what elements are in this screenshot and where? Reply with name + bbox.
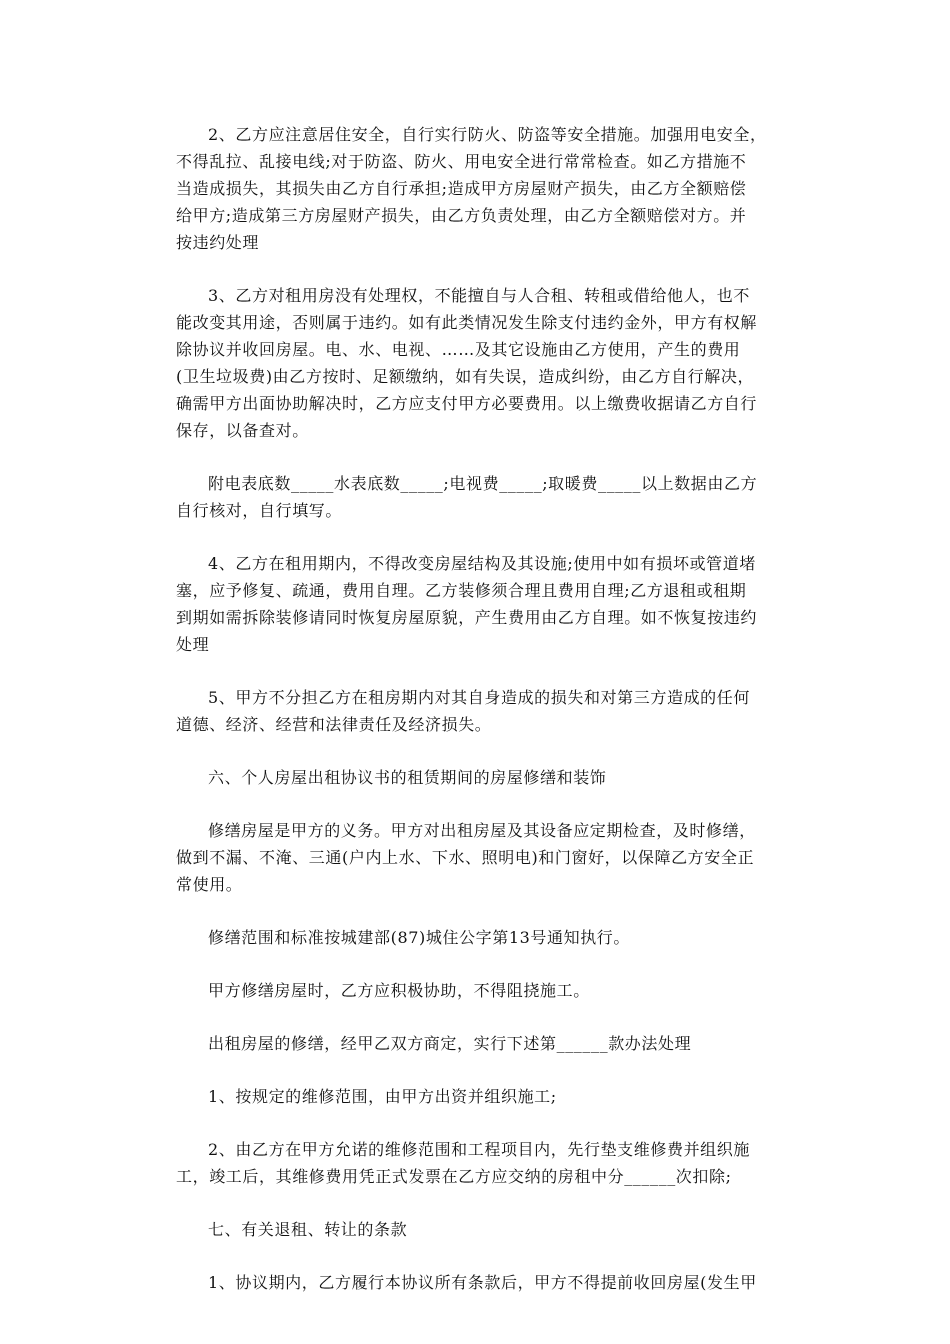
text-line: 自行核对，自行填写。 [176, 501, 343, 520]
text-line: 甲方修缮房屋时，乙方应积极协助，不得阻挠施工。 [208, 981, 590, 1000]
clause-2-safety [176, 121, 780, 256]
text-line: 处理 [176, 635, 210, 654]
section-heading: 六、个人房屋出租协议书的租赁期间的房屋修缮和装饰 [208, 768, 607, 787]
clause-4-structure [176, 550, 780, 658]
text-line: 1、按规定的维修范围，由甲方出资并组织施工; [208, 1087, 557, 1106]
clause-5-liability [176, 684, 780, 738]
repair-obligation [176, 817, 780, 898]
section-7-heading [176, 1216, 780, 1243]
repair-cooperation [176, 977, 780, 1004]
text-line: (卫生垃圾费)由乙方按时、足额缴纳，如有失误，造成纠纷，由乙方自行解决， [176, 367, 755, 386]
text-line: 5、甲方不分担乙方在租房期内对其自身造成的损失和对第三方造成的任何 [208, 688, 750, 707]
section-6-heading [176, 764, 780, 791]
text-line: 按违约处理 [176, 233, 260, 252]
text-line: 修缮房屋是甲方的义务。甲方对出租房屋及其设备应定期检查，及时修缮， [208, 821, 756, 840]
text-line: 到期如需拆除装修请同时恢复房屋原貌，产生费用由乙方自理。如不恢复按违约 [176, 608, 758, 627]
repair-method [176, 1030, 780, 1057]
meter-readings [176, 470, 780, 524]
text-line: 2、乙方应注意居住安全，自行实行防火、防盗等安全措施。加强用电安全， [208, 125, 767, 144]
text-line: 1、协议期内，乙方履行本协议所有条款后，甲方不得提前收回房屋(发生甲 [208, 1273, 757, 1292]
text-line: 除协议并收回房屋。电、水、电视、……及其它设施由乙方使用，产生的费用 [176, 340, 741, 359]
document-page [176, 121, 780, 1322]
text-line: 确需甲方出面协助解决时，乙方应支付甲方必要费用。以上缴费收据请乙方自行 [176, 394, 758, 413]
clause-7-1-termination [176, 1269, 780, 1296]
text-line: 工，竣工后，其维修费用凭正式发票在乙方应交纳的房租中分______次扣除; [176, 1167, 732, 1186]
text-line: 常使用。 [176, 875, 243, 894]
text-line: 能改变其用途，否则属于违约。如有此类情况发生除支付违约金外，甲方有权解 [176, 313, 758, 332]
clause-3-usage-rights [176, 282, 780, 444]
text-line: 做到不漏、不淹、三通(户内上水、下水、照明电)和门窗好，以保障乙方安全正 [176, 848, 755, 867]
text-line: 保存，以备查对。 [176, 421, 309, 440]
text-line: 修缮范围和标准按城建部(87)城住公字第13号通知执行。 [208, 928, 631, 947]
repair-option-1 [176, 1083, 780, 1110]
text-line: 3、乙方对租用房没有处理权，不能擅自与人合租、转租或借给他人，也不 [208, 286, 750, 305]
text-line: 不得乱拉、乱接电线;对于防盗、防火、用电安全进行常常检查。如乙方措施不 [176, 152, 747, 171]
repair-option-2 [176, 1136, 780, 1190]
text-line: 塞，应予修复、疏通，费用自理。乙方装修须合理且费用自理;乙方退租或租期 [176, 581, 747, 600]
text-line: 出租房屋的修缮，经甲乙双方商定，实行下述第______款办法处理 [208, 1034, 692, 1053]
text-line: 4、乙方在租用期内，不得改变房屋结构及其设施;使用中如有损坏或管道堵 [208, 554, 756, 573]
text-line: 附电表底数_____水表底数_____;电视费_____;取暖费_____以上数据由乙方 [208, 474, 758, 493]
text-line: 给甲方;造成第三方房屋财产损失，由乙方负责处理，由乙方全额赔偿对方。并 [176, 206, 747, 225]
text-line: 当造成损失，其损失由乙方自行承担;造成甲方房屋财产损失，由乙方全额赔偿 [176, 179, 747, 198]
repair-standard [176, 924, 780, 951]
section-heading: 七、有关退租、转让的条款 [208, 1220, 408, 1239]
text-line: 2、由乙方在甲方允诺的维修范围和工程项目内，先行垫支维修费并组织施 [208, 1140, 750, 1159]
text-line: 道德、经济、经营和法律责任及经济损失。 [176, 715, 492, 734]
